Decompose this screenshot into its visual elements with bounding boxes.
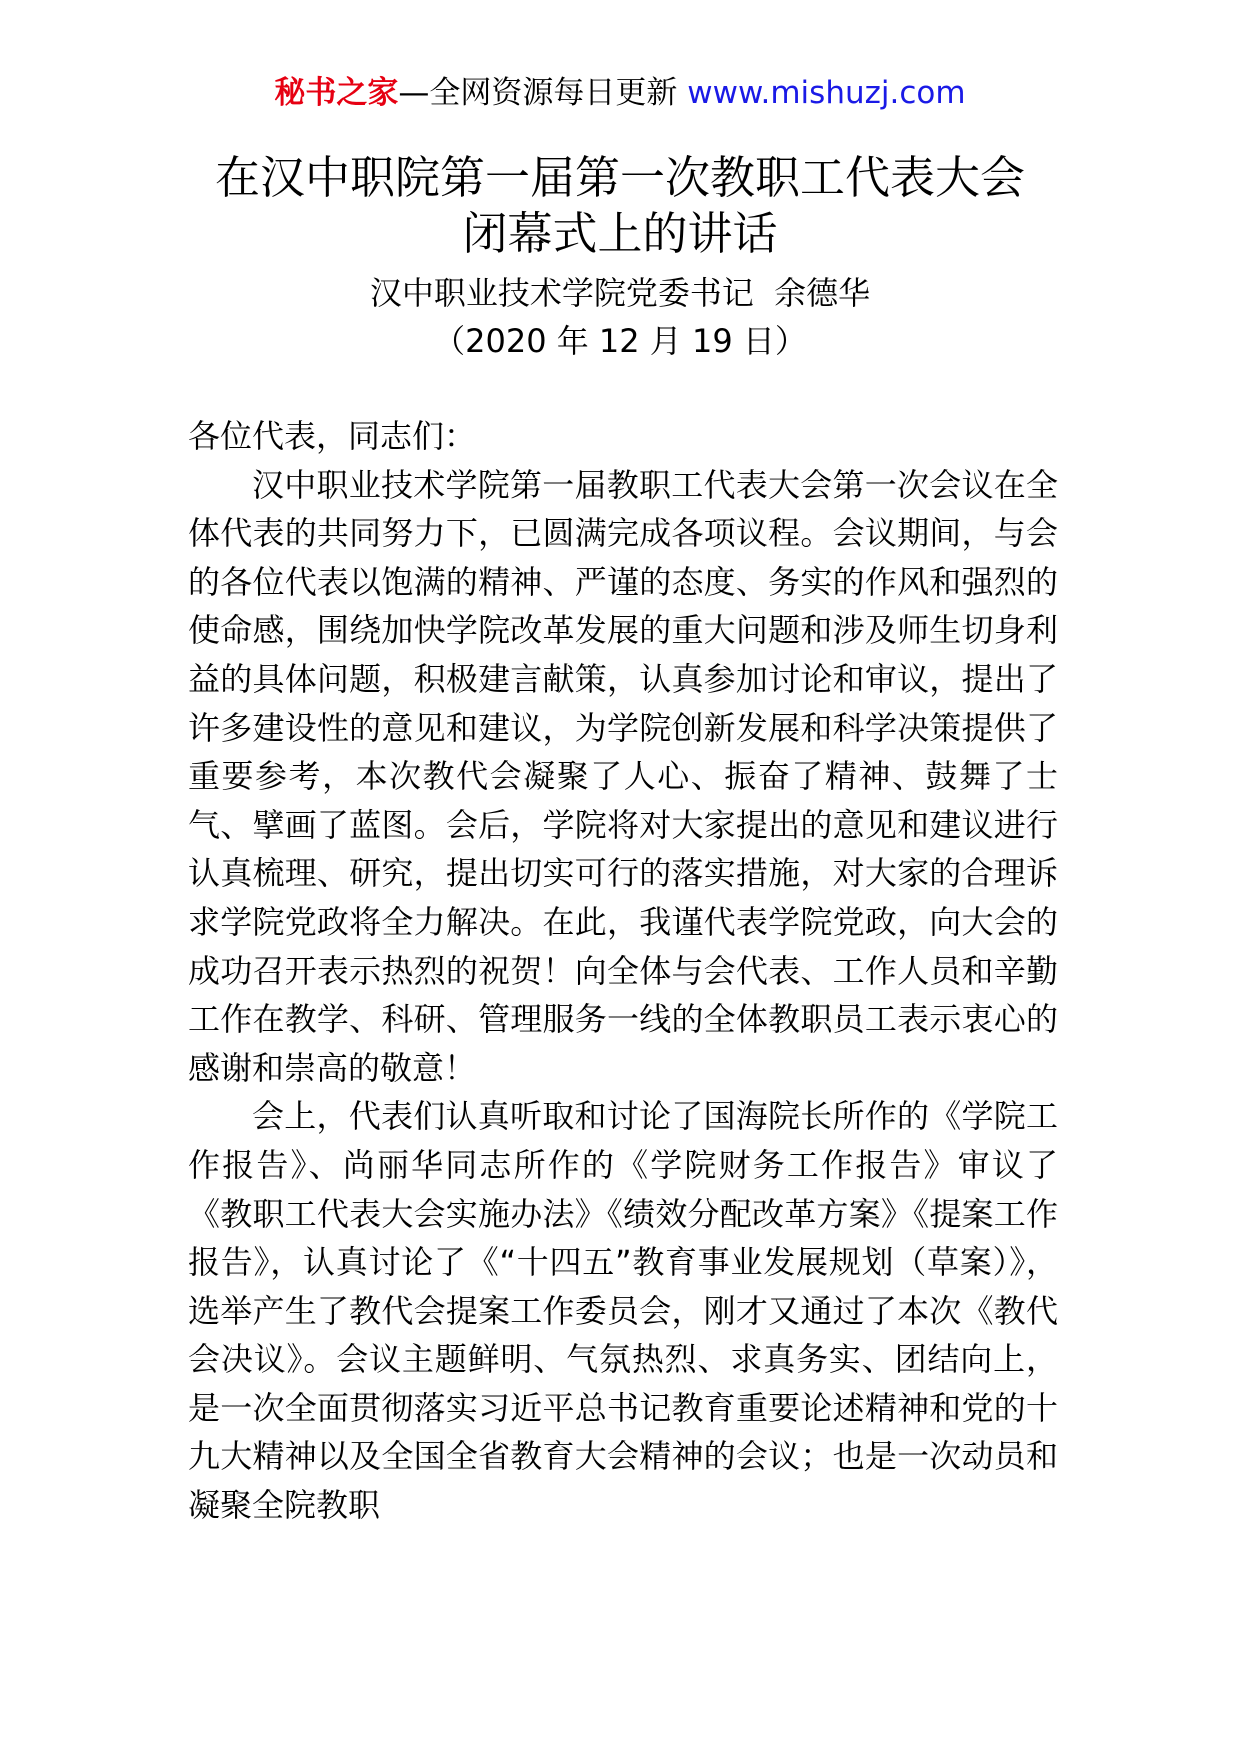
salutation: 各位代表，同志们：: [188, 417, 477, 455]
brand-name: 秘书之家: [274, 75, 399, 111]
site-header: [0, 72, 1240, 114]
author-line: 汉中职业技术学院党委书记 余德华: [369, 274, 871, 312]
title-line-1: 在汉中职院第一届第一次教职工代表大会: [214, 151, 1025, 204]
header-slogan: —全网资源每日更新: [398, 75, 688, 111]
title-line-2: 闭幕式上的讲话: [462, 207, 778, 260]
site-url-link[interactable]: www.mishuzj.com: [687, 75, 966, 111]
speech-body: [188, 412, 1058, 1530]
document-title: [0, 150, 1240, 262]
speech-date: （2020 年 12 月 19 日）: [433, 322, 807, 360]
paragraph-1: 汉中职业技术学院第一届教职工代表大会第一次会议在全体代表的共同努力下，已圆满完成各项议程。会议期间，与会的各位代表以饱满的精神、严谨的态度、务实的作风和强烈的使命感，围绕加快学院改革发展的重大问题和涉及师生切身利益的具体问题，积极建言献策，认真参加讨论和审议，提出了许多建设性的意见和建议，为学院创新发展和科学决策提供了重要参考，本次教代会凝聚了人心、振奋了精神、鼓舞了士气、擘画了蓝图。会后，学院将对大家提出的意见和建议进行认真梳理、研究，提出切实可行的落实措施，对大家的合理诉求学院党政将全力解决。在此，我谨代表学院党政，向大会的成功召开表示热烈的祝贺！向全体与会代表、工作人员和辛勤工作在教学、科研、管理服务一线的全体教职员工表示衷心的感谢和崇高的敬意！: [188, 465, 1058, 1087]
paragraph-2: 会上，代表们认真听取和讨论了国海院长所作的《学院工作报告》、尚丽华同志所作的《学院财务工作报告》审议了《教职工代表大会实施办法》《绩效分配改革方案》《提案工作报告》，认真讨论了《“十四五”教育事业发展规划（草案）》，选举产生了教代会提案工作委员会，刚才又通过了本次《教代会决议》。会议主题鲜明、气氛热烈、求真务实、团结向上，是一次全面贯彻落实习近平总书记教育重要论述精神和党的十九大精神以及全国全省教育大会精神的会议；也是一次动员和凝聚全院教职: [188, 1097, 1058, 1525]
